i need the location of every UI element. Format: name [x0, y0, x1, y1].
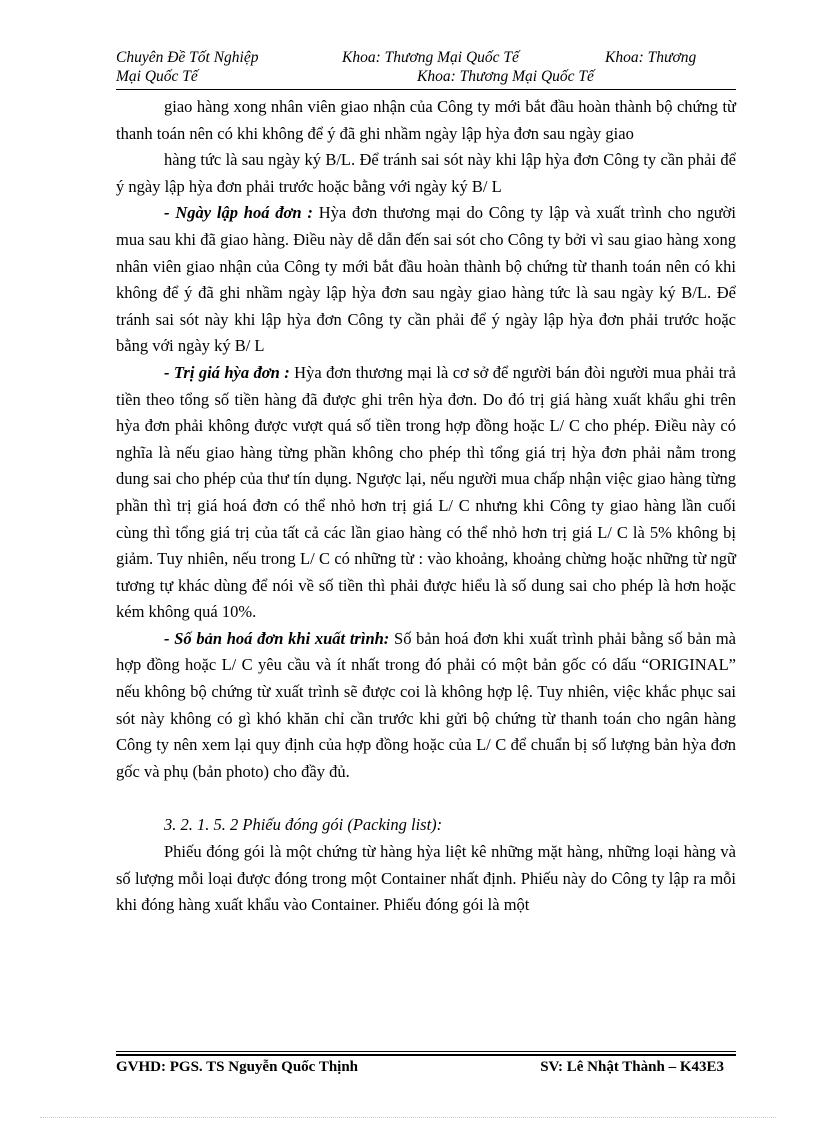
- header-line-1: [116, 48, 716, 67]
- paragraph: Phiếu đóng gói là một chứng từ hàng hỳa liệt kê những mặt hàng, những loại hàng và số lượng mỗi loại được đóng trong một Container nhất định. Phiếu này do Công ty lập ra mỗi khi đóng hàng xuất khẩu vào Container. Phiếu đóng gói là một: [116, 842, 736, 915]
- footer-student: SV: Lê Nhật Thành – K43E3: [540, 1059, 724, 1075]
- header-faculty: Khoa: Thương Mại Quốc Tế: [342, 49, 519, 66]
- paragraph-text: Hỳa đơn thương mại do Công ty lập và xuất trình cho người mua sau khi đã giao hàng. Điều này dễ dẫn đến sai sót cho Công ty bởi vì sau giao hàng xong nhân viên giao nhận của Công ty mới bắt đầu hoàn thành bộ chứng từ thanh toán nên có khi không để ý đã ghi nhầm ngày lập hỳa đơn sau ngày giao hàng tức là sau ngày ký B/L. Để tránh sai sót này khi lập hỳa đơn Công ty cần phải để ý ngày lập hỳa đơn phải trước hoặc bằng với ngày ký B/ L: [116, 203, 736, 356]
- header-thesis-title: Chuyên Đề Tốt Nghiệp: [116, 49, 259, 66]
- page-body: [116, 94, 736, 919]
- page-header: [116, 48, 716, 86]
- paragraph-invoice-copies: [116, 626, 736, 786]
- header-line-2: [116, 67, 716, 86]
- paragraph-text: Số bản hoá đơn khi xuất trình phải bằng số bản mà hợp đồng hoặc L/ C yêu cầu và ít nhất trong đó phải có một bản gốc có dấu “ORIGINAL” nếu không bộ chứng từ xuất trình sẽ được coi là không hợp lệ. Tuy nhiên, việc khắc phục sai sót này không có gì khó khăn chỉ cần trước khi gửi bộ chứng từ thanh toán cho ngân hàng Công ty nên xem lại quy định của hợp đồng hoặc của L/ C để chuẩn bị số lượng bản hỳa đơn gốc và phụ (bản photo) cho đầy đủ.: [116, 628, 736, 781]
- footer-divider-thick: [116, 1054, 736, 1056]
- header-faculty-repeat: Khoa: Thương: [605, 49, 697, 66]
- paragraph-text: Hỳa đơn thương mại là cơ sở để người bán đòi người mua phải trả tiền theo tổng số tiền hàng đã được ghi trên hỳa đơn. Do đó trị giá hàng xuất khẩu ghi trên hỳa đơn phải không được vượt quá số tiền trong hợp đồng hoặc L/ C cho phép. Điều này có nghĩa là nếu giao hàng từng phần không cho phép thì tổng giá trị hỳa đơn phải nằm trong dung sai cho phép của thư tín dụng. Ngược lại, nếu người mua chấp nhận việc giao hàng từng phần thì trị giá hoá đơn có thể nhỏ hơn trị giá L/ C nhưng khi Công ty giao hàng lần cuối cùng thì tổng giá trị của tất cả các lần giao hàng có thể nhỏ hơn trị giá L/ C là 5% không bị giảm. Tuy nhiên, nếu trong L/ C có những từ : vào khoảng, khoảng chừng hoặc những từ ngữ tương tự khác dùng để nói về số tiền thì phải được hiểu là số dung sai cho phép là hơn hoặc kém không quá 10%.: [116, 362, 736, 622]
- header-divider: [116, 89, 736, 90]
- header-faculty-cont: Mại Quốc Tế: [116, 68, 198, 85]
- footer-divider: [116, 1051, 736, 1052]
- paragraph-invoice-date: [116, 200, 736, 360]
- section-heading: 3. 2. 1. 5. 2 Phiếu đóng gói (Packing list):: [164, 815, 443, 835]
- paragraph: giao hàng xong nhân viên giao nhận của Công ty mới bắt đầu hoàn thành bộ chứng từ thanh toán nên có khi không để ý đã ghi nhầm ngày lập hỳa đơn sau ngày giao: [116, 97, 736, 143]
- paragraph-invoice-value: [116, 360, 736, 626]
- term-invoice-date: - Ngày lập hoá đơn :: [164, 203, 313, 223]
- header-faculty-repeat-2: Khoa: Thương Mại Quốc Tế: [417, 68, 594, 85]
- term-invoice-copies: - Số bản hoá đơn khi xuất trình:: [164, 628, 390, 648]
- footer-advisor: GVHD: PGS. TS Nguyễn Quốc Thịnh: [116, 1059, 359, 1075]
- paragraph: hàng tức là sau ngày ký B/L. Để tránh sai sót này khi lập hỳa đơn Công ty cần phải để ý ngày lập hỳa đơn phải trước hoặc bằng với ngày ký B/ L: [116, 150, 736, 196]
- page-bottom-dotted-line: [40, 1117, 776, 1118]
- term-invoice-value: - Trị giá hỳa đơn :: [164, 362, 290, 382]
